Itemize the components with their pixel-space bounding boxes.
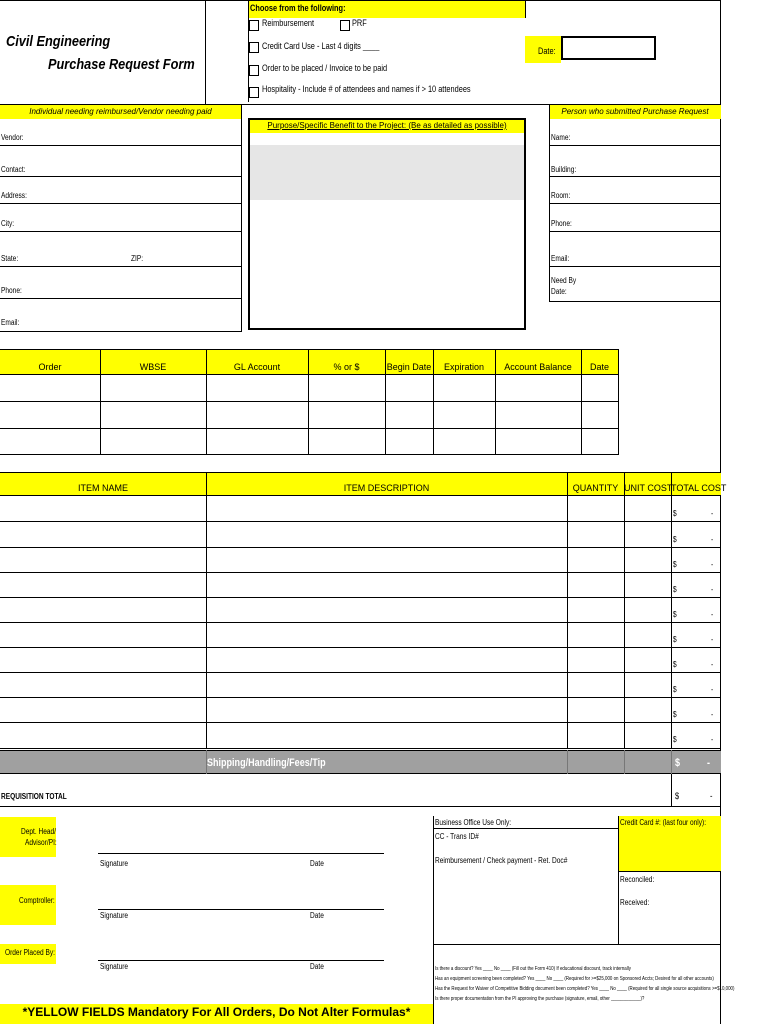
row10-dash: -	[711, 735, 714, 744]
row3-currency: $	[673, 560, 677, 569]
requisition-total-dash: -	[710, 791, 713, 801]
row9-currency: $	[673, 710, 677, 719]
expiration-col-header: Expiration	[443, 362, 485, 372]
comptroller-cell	[0, 885, 56, 925]
cc-trans-id-label: CC - Trans ID#	[435, 832, 479, 841]
footer-note: *YELLOW FIELDS Mandatory For All Orders, Do Not Alter Formulas*	[22, 1005, 411, 1019]
vendor-heading: Individual needing reimbursed/Vendor needing paid	[29, 107, 212, 116]
waiver-note: Has the Request for Waiver of Competitive Bidding document been completed? Yes ____ No ____ (Required for all single source acquisitions >=$10,000)	[435, 986, 735, 992]
row10-currency: $	[673, 735, 677, 744]
percent-col-header: % or $	[333, 362, 360, 372]
quantity-col-header: QUANTITY	[572, 483, 619, 493]
choose-heading: Choose from the following:	[250, 3, 346, 13]
row9-dash: -	[711, 710, 714, 719]
pi-approval-note: Is there proper documentation from the PI approving the purchase (signature, email, other ____________)?	[435, 996, 645, 1002]
dept-head-date-label: Date	[310, 859, 324, 868]
phone-label: Phone:	[1, 286, 22, 295]
discount-note: Is there a discount? Yes ____ No ____ (Fill out the Form 410) If educational discount, track internally	[435, 966, 631, 972]
row5-currency: $	[673, 610, 677, 619]
purpose-shaded-area	[250, 145, 524, 200]
credit-card-option-label: Credit Card Use - Last 4 digits ____	[262, 41, 380, 51]
row5-dash: -	[711, 610, 714, 619]
shipping-label: Shipping/Handling/Fees/Tip	[207, 757, 326, 769]
title-block	[0, 0, 206, 104]
items-table-grid[interactable]	[0, 472, 727, 750]
dept-head-label-line1: Dept. Head/	[21, 827, 57, 836]
dept-head-cell	[0, 817, 56, 857]
order-placed-signature-label: Signature	[100, 962, 129, 971]
credit-card-checkbox[interactable]	[249, 42, 259, 53]
dept-head-signature-label: Signature	[100, 859, 129, 868]
shipping-dash: -	[707, 757, 711, 769]
row8-currency: $	[673, 685, 677, 694]
hospitality-checkbox[interactable]	[249, 87, 259, 98]
reconciled-label: Reconciled:	[620, 875, 655, 884]
wbse-col-header: WBSE	[139, 362, 167, 372]
prf-option-label: PRF	[352, 18, 367, 28]
equipment-screening-note: Has an equipment screening been completed? Yes ____ No ____ (Required for >=$25,000 on Sponsored Accts; Desired for all other accounts)	[435, 976, 714, 982]
row8-dash: -	[711, 685, 714, 694]
order-invoice-option-label: Order to be placed / Invoice to be paid	[262, 63, 388, 73]
row1-currency: $	[673, 509, 677, 518]
requisition-total-label: REQUISITION TOTAL	[1, 792, 67, 801]
row7-currency: $	[673, 660, 677, 669]
received-label: Received:	[620, 898, 650, 907]
reimbursement-option-label: Reimbursement	[262, 18, 315, 28]
credit-card-label: Credit Card #: (last four only):	[620, 818, 707, 827]
submitter-building-label: Building:	[551, 165, 577, 174]
email-label: Email:	[1, 318, 20, 327]
business-office-title: Business Office Use Only:	[435, 818, 512, 827]
order-col-header: Order	[38, 362, 62, 372]
row2-dash: -	[711, 535, 714, 544]
prf-checkbox[interactable]	[340, 20, 350, 31]
total-cost-col-header: TOTAL COST	[671, 483, 727, 493]
account-balance-col-header: Account Balance	[504, 362, 572, 372]
submitter-phone-label: Phone:	[551, 219, 572, 228]
need-by-label: Need By	[551, 276, 577, 285]
reimbursement-doc-label: Reimbursement / Check payment - Ret. Doc#	[435, 856, 568, 865]
unit-cost-col-header: UNIT COST	[624, 483, 673, 493]
purpose-heading: Purpose/Specific Benefit to the Project: (Be as detailed as possible)	[267, 121, 507, 130]
account-table-grid[interactable]	[0, 349, 619, 455]
date-col-header: Date	[589, 362, 609, 372]
row3-dash: -	[711, 560, 714, 569]
comptroller-label: Comptroller:	[19, 896, 55, 905]
comptroller-signature-line[interactable]	[98, 909, 384, 910]
state-label: State:	[1, 254, 19, 263]
order-placed-date-label: Date	[310, 962, 324, 971]
date-label: Date:	[538, 46, 556, 56]
shipping-row	[0, 750, 721, 774]
comptroller-date-label: Date	[310, 911, 324, 920]
city-label: City:	[1, 219, 15, 228]
submitter-name-label: Name:	[551, 133, 571, 142]
contact-label: Contact:	[1, 165, 26, 174]
row2-currency: $	[673, 535, 677, 544]
vendor-label: Vendor:	[1, 133, 24, 142]
reimbursement-checkbox[interactable]	[249, 20, 259, 31]
row7-dash: -	[711, 660, 714, 669]
item-description-col-header: ITEM DESCRIPTION	[343, 483, 430, 493]
order-placed-label: Order Placed By:	[5, 948, 55, 957]
begin-date-col-header: Begin Date	[386, 362, 432, 372]
zip-label: ZIP:	[131, 254, 144, 263]
hospitality-option-label: Hospitality - Include # of attendees and names if > 10 attendees	[262, 84, 471, 94]
row4-dash: -	[711, 585, 714, 594]
row1-dash: -	[711, 509, 714, 518]
item-name-col-header: ITEM NAME	[77, 483, 128, 493]
date-input[interactable]	[561, 36, 656, 60]
submitter-room-label: Room:	[551, 191, 571, 200]
submitter-email-label: Email:	[551, 254, 570, 263]
need-by-date-label: Date:	[551, 287, 567, 296]
gl-account-col-header: GL Account	[233, 362, 281, 372]
form-title-line1: Civil Engineering	[6, 33, 111, 50]
comptroller-signature-label: Signature	[100, 911, 129, 920]
row6-dash: -	[711, 635, 714, 644]
address-label: Address:	[1, 191, 27, 200]
row4-currency: $	[673, 585, 677, 594]
shipping-currency: $	[675, 757, 681, 769]
dept-head-signature-line[interactable]	[98, 853, 384, 854]
order-placed-signature-line[interactable]	[98, 960, 384, 961]
order-invoice-checkbox[interactable]	[249, 65, 259, 76]
row6-currency: $	[673, 635, 677, 644]
requisition-total-currency: $	[675, 791, 680, 801]
submitter-heading: Person who submitted Purchase Request	[561, 107, 709, 116]
dept-head-label-line2: Advisor/PI:	[25, 838, 57, 847]
form-title-line2: Purchase Request Form	[48, 56, 195, 73]
